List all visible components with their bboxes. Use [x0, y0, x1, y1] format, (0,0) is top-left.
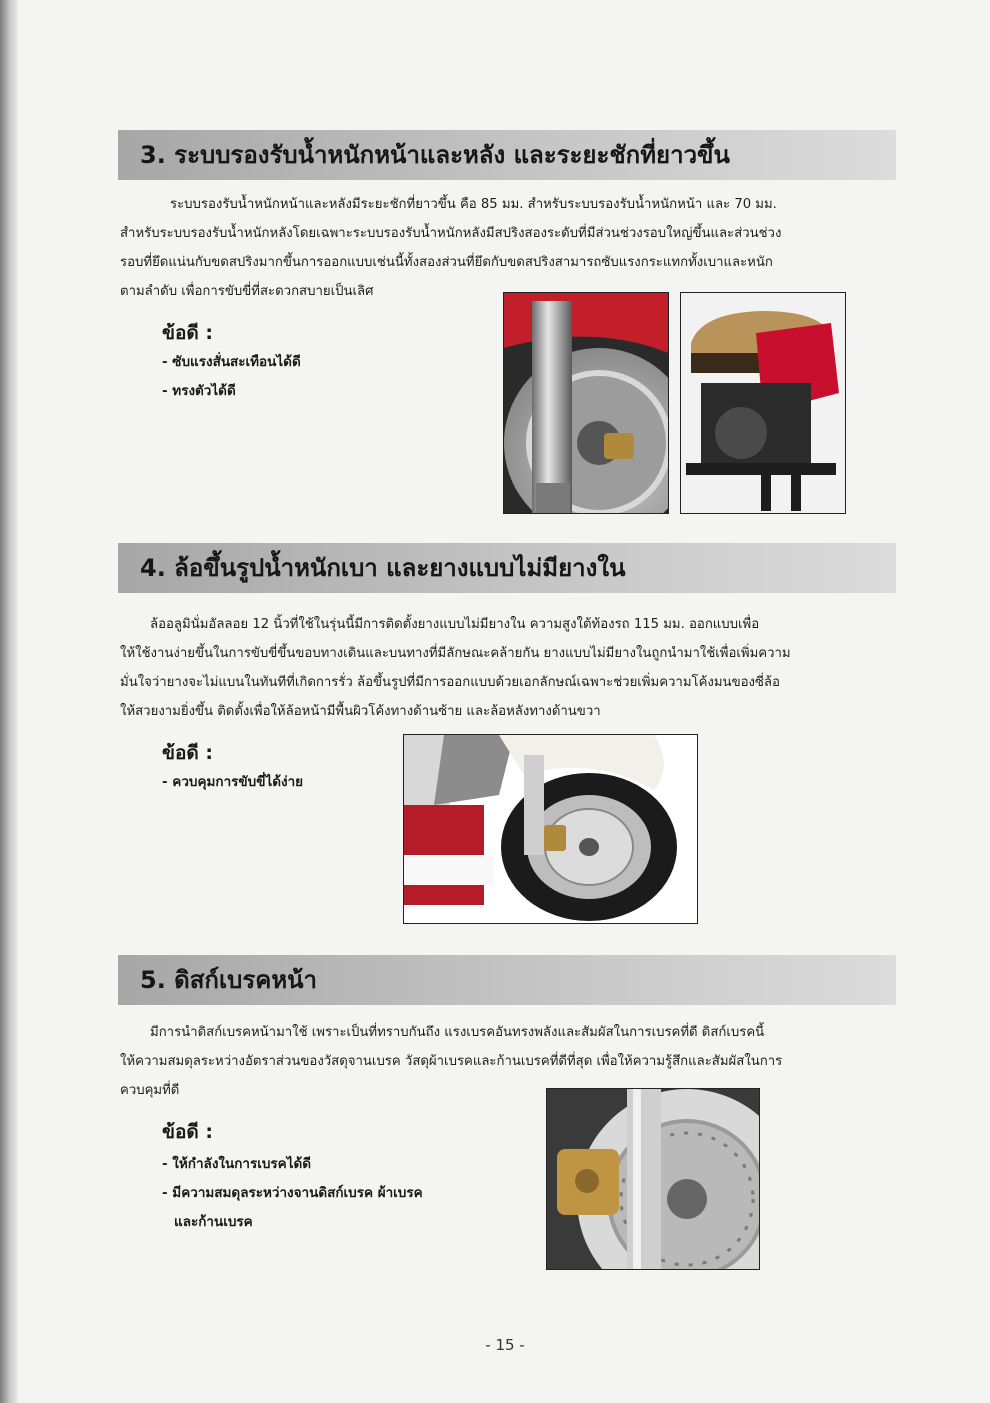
disc-brake-photo — [546, 1088, 760, 1270]
paragraph-line: มั่นใจว่ายางจะไม่แบนในทันทีที่เกิดการรั่ว ล้อขึ้นรูปที่มีการออกแบบด้วยเอกลักษณ์เฉพาะช่วยเพิ่มความโค้งมนของซี่ล้อ — [120, 675, 780, 690]
paragraph-line: ให้ความสมดุลระหว่างอัตราส่วนของวัสดุจานเบรค วัสดุผ้าเบรคและก้านเบรคที่ดีที่สุด เพื่อให้ความรู้สึกและสัมผัสในการ — [120, 1054, 783, 1069]
page-binding-shadow — [0, 0, 18, 1403]
paragraph-line: ระบบรองรับน้ำหนักหน้าและหลังมีระยะชักที่ยาวขึ้น คือ 85 มม. สำหรับระบบรองรับน้ำหนักหน้า และ 70 มม. — [170, 197, 777, 212]
rear-suspension-photo — [680, 292, 846, 514]
section-5-paragraph — [120, 1018, 896, 1105]
advantage-item: - ทรงตัวได้ดี — [162, 383, 236, 399]
section-3-paragraph — [120, 190, 896, 306]
paragraph-line: มีการนำดิสก์เบรคหน้ามาใช้ เพราะเป็นที่ทราบกันถึง แรงเบรคอันทรงพลังและสัมผัสในการเบรคที่ดี ดิสก์เบรคนี้ — [150, 1025, 765, 1040]
advantage-item: - ควบคุมการขับขี่ได้ง่าย — [162, 774, 304, 790]
front-suspension-photo — [503, 292, 669, 514]
front-wheel-photo — [403, 734, 698, 924]
section-3-advantages-heading: ข้อดี : — [162, 322, 213, 344]
paragraph-line: ล้ออลูมินั่มอัลลอย 12 นิ้วที่ใช้ในรุ่นนี้มีการติดตั้งยางแบบไม่มียางใน ความสูงใต้ท้องรถ 115 มม. ออกแบบเพื่อ — [150, 617, 760, 632]
section-5-title: 5. ดิสก์เบรคหน้า — [140, 966, 318, 994]
section-4-title: 4. ล้อขึ้นรูปน้ำหนักเบา และยางแบบไม่มียางใน — [140, 554, 626, 582]
advantage-item: และก้านเบรค — [174, 1214, 253, 1230]
paragraph-line: สำหรับระบบรองรับน้ำหนักหลังโดยเฉพาะระบบรองรับน้ำหนักหลังมีสปริงสองระดับที่มีส่วนช่วงรอบใหญ่ขึ้นและส่วนช่วง — [120, 226, 782, 241]
paragraph-line: รอบที่ยึดแน่นกับขดสปริงมากขึ้นการออกแบบเช่นนี้ทั้งสองส่วนที่ยึดกับขดสปริงสามารถซับแรงกระแทกทั้งเบาและหนัก — [120, 255, 773, 270]
advantage-item: - ซับแรงสั่นสะเทือนได้ดี — [162, 354, 301, 370]
section-5-advantages-list — [162, 1150, 423, 1237]
section-5-advantages-heading: ข้อดี : — [162, 1121, 213, 1143]
paragraph-line: ตามลำดับ เพื่อการขับขี่ที่สะดวกสบายเป็นเลิศ — [120, 284, 374, 299]
front-wheel-illustration — [404, 735, 697, 923]
section-4-advantages-list — [162, 768, 303, 797]
section-3-title: 3. ระบบรองรับน้ำหนักหน้าและหลัง และระยะชักที่ยาวขึ้น — [140, 141, 730, 169]
rear-suspension-illustration — [681, 293, 845, 513]
advantage-item: - ให้กำลังในการเบรคได้ดี — [162, 1156, 312, 1172]
paragraph-line: ให้สวยงามยิ่งขึ้น ติดตั้งเพื่อให้ล้อหน้ามีพื้นผิวโค้งทางด้านซ้าย และล้อหลังทางด้านขวา — [120, 704, 601, 719]
page-number: - 15 - — [485, 1336, 525, 1354]
advantage-item: - มีความสมดุลระหว่างจานดิสก์เบรค ผ้าเบรค — [162, 1185, 423, 1201]
front-suspension-illustration — [504, 293, 668, 513]
paragraph-line: ควบคุมที่ดี — [120, 1083, 180, 1098]
section-3-advantages-list — [162, 348, 301, 406]
section-4-advantages-heading: ข้อดี : — [162, 742, 213, 764]
disc-brake-illustration — [547, 1089, 759, 1269]
section-4-paragraph — [120, 610, 896, 726]
paragraph-line: ให้ใช้งานง่ายขึ้นในการขับขี่ขึ้นขอบทางเดินและบนทางที่มีลักษณะคล้ายกัน ยางแบบไม่มียางในถูกนำมาใช้เพื่อเพิ่มความ — [120, 646, 791, 661]
